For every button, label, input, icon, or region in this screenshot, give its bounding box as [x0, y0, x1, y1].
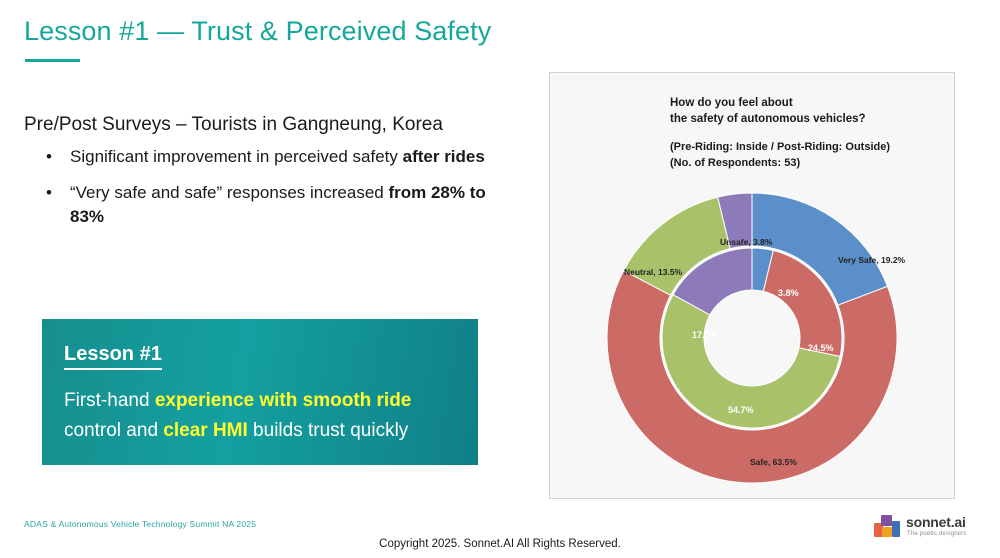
donut-outer-label-1: Safe, 63.5%: [750, 457, 797, 467]
callout-line2-plain: control and: [64, 420, 164, 441]
donut-inner-label-0: 3.8%: [778, 288, 799, 298]
footer-event-label: ADAS & Autonomous Vehicle Technology Summit NA 2025: [24, 519, 257, 529]
callout-line1-plain: First-hand: [64, 390, 155, 411]
chart-question: [670, 95, 866, 127]
chart-note: [670, 139, 890, 171]
chart-panel: [549, 72, 955, 499]
footer-copyright: Copyright 2025. Sonnet.AI All Rights Reserved.: [379, 538, 621, 550]
list-item: [42, 145, 492, 169]
bullet-text: “Very safe and safe” responses increased: [70, 183, 384, 202]
logo-mark-icon: [874, 515, 900, 539]
logo-wordmark: sonnet.ai: [906, 514, 966, 530]
bullet-marker: •: [46, 183, 52, 202]
chart-note-line2: (No. of Respondents: 53): [670, 157, 801, 169]
chart-question-line2: the safety of autonomous vehicles?: [670, 113, 866, 125]
callout-line1-highlight: experience with smooth ride: [154, 390, 412, 411]
donut-chart: [600, 183, 910, 488]
donut-inner-label-3: 17.0%: [692, 330, 718, 340]
list-item: [42, 181, 492, 229]
bullet-list: [42, 145, 492, 241]
callout-line2-highlight: clear HMI: [163, 420, 248, 441]
bullet-text: Significant improvement in perceived safety: [70, 147, 398, 166]
page-title: Lesson #1 — Trust & Perceived Safety: [24, 16, 492, 46]
callout-body: [64, 386, 464, 446]
lesson-callout-box: [42, 319, 478, 465]
sonnet-ai-logo: [874, 512, 982, 544]
chart-question-line1: How do you feel about: [670, 97, 793, 109]
title-underline-rule: [25, 59, 80, 62]
bullet-text-bold: from 28% to 83%: [70, 183, 486, 226]
donut-outer-label-2: Neutral, 13.5%: [624, 267, 683, 277]
chart-note-line1: (Pre-Riding: Inside / Post-Riding: Outside): [670, 141, 890, 153]
lead-text: Pre/Post Surveys – Tourists in Gangneung, Korea: [24, 114, 443, 135]
donut-outer-label-0: Very Safe, 19.2%: [838, 255, 906, 265]
donut-outer-label-3: Unsafe, 3.8%: [720, 237, 773, 247]
donut-segment-outer-safe: [607, 271, 897, 483]
logo-tagline: The poetic designers: [907, 531, 967, 537]
donut-inner-label-2: 54.7%: [728, 405, 754, 415]
bullet-text-bold: after rides: [402, 147, 485, 166]
bullet-marker: •: [46, 147, 52, 166]
callout-line2-tail: builds trust quickly: [247, 420, 409, 441]
donut-chart-svg: [600, 183, 910, 488]
callout-title: Lesson #1: [64, 343, 162, 370]
donut-inner-label-1: 24.5%: [808, 343, 834, 353]
